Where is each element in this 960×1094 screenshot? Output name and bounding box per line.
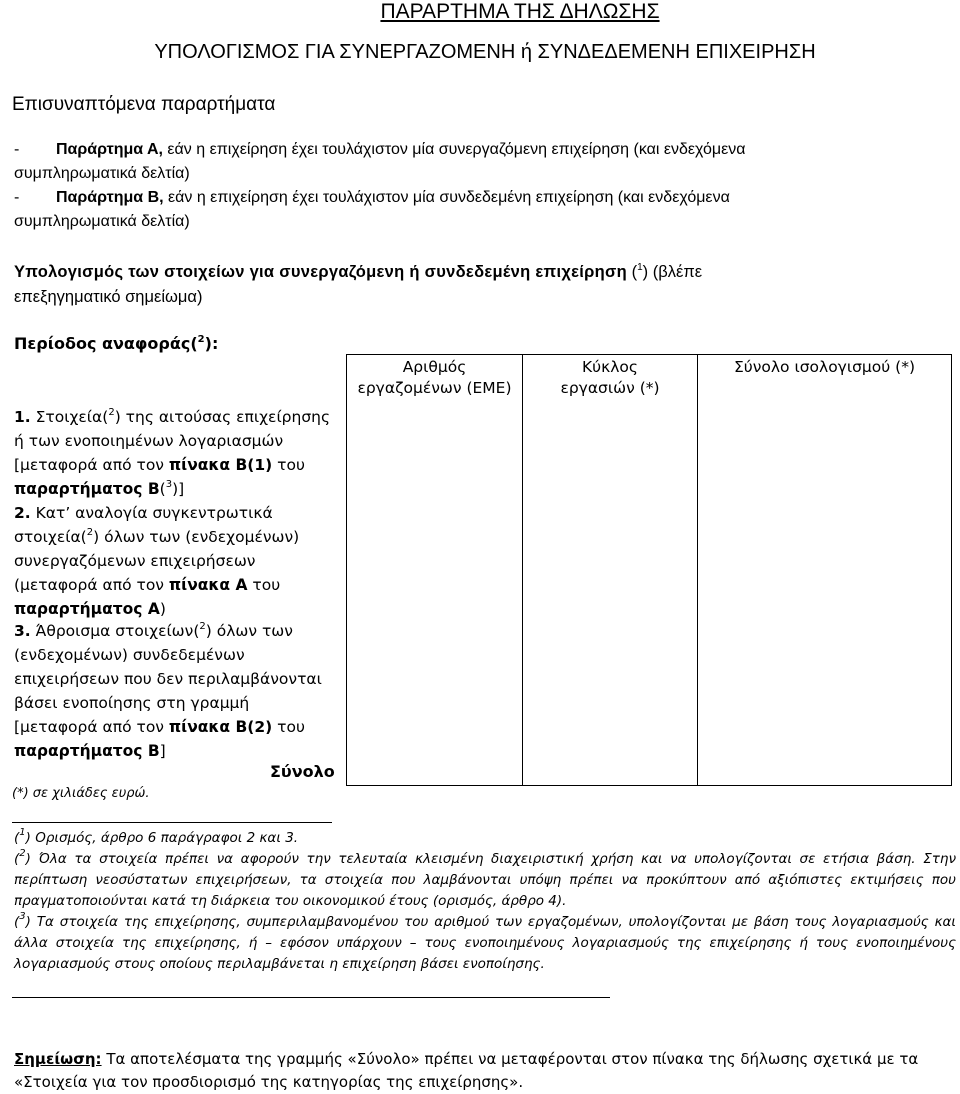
calculation-heading: [14, 260, 934, 310]
row-number: 3.: [14, 622, 31, 640]
footnote-separator: [12, 822, 332, 823]
paren: (: [159, 480, 166, 498]
footnote-text: ) Ορισμός, άρθρο 6 παράγραφοι 2 και 3.: [25, 830, 299, 846]
footnote-ref: 2: [86, 527, 94, 538]
row-text: ) της αιτούσας επιχείρησης: [114, 408, 331, 426]
footnote-3: [14, 912, 956, 975]
annex-a-text: εάν η επιχείρηση έχει τουλάχιστον μία συνεργαζόμενη επιχείρηση (και ενδεχόμενα: [162, 141, 746, 158]
calculation-heading-bold: Υπολογισμός των στοιχείων για συνεργαζόμενη ή συνδεδεμένη επιχείρηση: [14, 263, 627, 281]
row-text: [μεταφορά από τον: [14, 456, 169, 474]
column-header-line: εργαζομένων (ΕΜΕ): [357, 379, 512, 397]
table-row-2: [14, 501, 344, 621]
table-ref: πίνακα Β(2): [168, 718, 273, 736]
table-row-1: [14, 405, 344, 501]
note-separator: [12, 997, 610, 998]
footnote-ref: 1: [637, 262, 643, 273]
row-text: του: [247, 576, 281, 594]
row-text: Κατ’ αναλογία συγκεντρωτικά: [30, 504, 273, 522]
list-dash: -: [14, 189, 20, 206]
annex-b-label: Παράρτημα Β,: [56, 189, 164, 206]
annex-a-label: Παράρτημα Α,: [56, 141, 163, 158]
page-title: ΠΑΡΑΡΤΗΜΑ ΤΗΣ ΔΗΛΩΣΗΣ: [380, 0, 660, 23]
annex-b-text: εάν η επιχείρηση έχει τουλάχιστον μία συνδεδεμένη επιχείρηση (και ενδεχόμενα: [163, 189, 730, 206]
paren: (: [627, 263, 638, 281]
annex-ref: παραρτήματος Α: [14, 600, 160, 618]
row-text: ]: [159, 742, 166, 760]
footnote-ref: 2: [197, 334, 205, 345]
table-border-left: [346, 354, 347, 786]
row-text: ) όλων των (ενδεχομένων): [93, 528, 300, 546]
row-text: ): [159, 600, 166, 618]
footnote-ref: 2: [108, 407, 115, 418]
row-text: του: [272, 456, 305, 474]
paren: (: [14, 830, 20, 846]
footnote-ref: 2: [199, 621, 206, 632]
note-text: Τα αποτελέσματα της γραμμής «Σύνολο» πρέπει να μεταφέρονται στον πίνακα της δήλωσης σχετικά με τα «Στοιχεία για τον προσδιορισμό της κατηγορίας της επιχείρησης».: [14, 1050, 919, 1091]
see-text: ) (βλέπε: [642, 263, 703, 281]
column-header-line: Αριθμός: [402, 358, 467, 376]
period-colon: ):: [204, 334, 219, 353]
footnote-text: ) Όλα τα στοιχεία πρέπει να αφορούν την τελευταία κλεισμένη διαχειριστική χρήση και να υπολογίζονται σε ετήσια βάση. Στην περίπτωση νεοσύστατων επιχειρήσεων, τα στοιχεία που λαμβάνονται υπόψη πρέπει να προκύπτουν από αξιόπιστες εκτιμήσεις που πραγματοποιούνται κατά τη διάρκεια του οικονομικού έτους (ορισμός, άρθρο 4).: [14, 851, 956, 909]
table-ref: πίνακα Α: [168, 576, 248, 594]
annex-ref: παραρτήματος Β: [14, 742, 160, 760]
column-header-line: Σύνολο ισολογισμού (*): [733, 358, 916, 376]
row-text: (μεταφορά από τον: [14, 576, 169, 594]
footnote-2: [14, 849, 956, 912]
column-header-balance-sheet: [698, 357, 951, 378]
footnote-ref: 3: [19, 911, 26, 922]
results-note: [14, 1048, 956, 1094]
table-ref: πίνακα Β(1): [168, 456, 273, 474]
table-divider-1: [522, 354, 523, 786]
row-text: ή των ενοποιημένων λογαριασμών: [14, 432, 284, 450]
reference-period: [14, 334, 218, 353]
row-text: στοιχεία(: [14, 528, 87, 546]
paren: (: [14, 851, 20, 867]
annex-ref: παραρτήματος Β: [14, 480, 160, 498]
table-border-right: [951, 354, 952, 786]
row-number: 2.: [14, 504, 31, 522]
footnote-ref: 2: [19, 848, 26, 859]
thousands-note: (*) σε χιλιάδες ευρώ.: [12, 786, 150, 801]
table-border-top: [346, 354, 952, 355]
column-header-line: εργασιών (*): [560, 379, 660, 397]
attachment-item-b: [14, 186, 934, 234]
paren: (: [14, 914, 20, 930]
attachments-title: Επισυναπτόμενα παραρτήματα: [12, 94, 276, 115]
page-subtitle: ΥΠΟΛΟΓΙΣΜΟΣ ΓΙΑ ΣΥΝΕΡΓΑΖΟΜΕΝΗ ή ΣΥΝΔΕΔΕΜΕΝΗ ΕΠΙΧΕΙΡΗΣΗ: [154, 41, 816, 63]
column-header-line: Κύκλος: [581, 358, 639, 376]
row-text: (ενδεχομένων) συνδεδεμένων: [14, 646, 245, 664]
table-row-3: [14, 619, 344, 763]
table-divider-2: [697, 354, 698, 786]
row-text: ) όλων των: [205, 622, 293, 640]
row-text: Στοιχεία(: [30, 408, 109, 426]
column-header-employees: [347, 357, 522, 399]
annex-b-cont: συμπληρωματικά δελτία): [14, 213, 190, 230]
column-header-turnover: [523, 357, 697, 399]
list-dash: -: [14, 141, 20, 158]
annex-a-cont: συμπληρωματικά δελτία): [14, 165, 190, 182]
total-label: Σύνολο: [270, 762, 335, 781]
footnote-text: ) Τα στοιχεία της επιχείρησης, συμπεριλαμβανομένου του αριθμού των εργαζομένων, υπολογίζονται με βάση τους λογαριασμούς και άλλα στοιχεία της επιχείρησης, ή – εφόσον υπάρχουν – τους ενοποιημένους λογαριασμούς της επιχείρησης ή τους ενοποιημένους λογαριασμούς στους οποίους περιλαμβάνεται η επιχείρηση βάσει ενοποίησης.: [14, 914, 956, 972]
row-text: Άθροισμα στοιχείων(: [30, 622, 200, 640]
row-text: [μεταφορά από τον: [14, 718, 169, 736]
row-text: συνεργαζόμενων επιχειρήσεων: [14, 552, 256, 570]
row-text: επιχειρήσεων που δεν περιλαμβάνονται: [14, 670, 322, 688]
period-label: Περίοδος αναφοράς(: [14, 334, 198, 353]
footnote-ref: 1: [19, 827, 26, 838]
attachment-item-a: [14, 138, 934, 186]
row-text: βάσει ενοποίησης στη γραμμή: [14, 694, 250, 712]
footnote-1: [14, 828, 956, 849]
note-label: Σημείωση:: [14, 1050, 102, 1068]
row-text: )]: [172, 480, 185, 498]
row-text: του: [272, 718, 305, 736]
calculation-heading-cont: επεξηγηματικό σημείωμα): [14, 288, 203, 306]
footnote-ref: 3: [165, 479, 173, 490]
row-number: 1.: [14, 408, 31, 426]
table-border-bottom: [346, 785, 952, 786]
